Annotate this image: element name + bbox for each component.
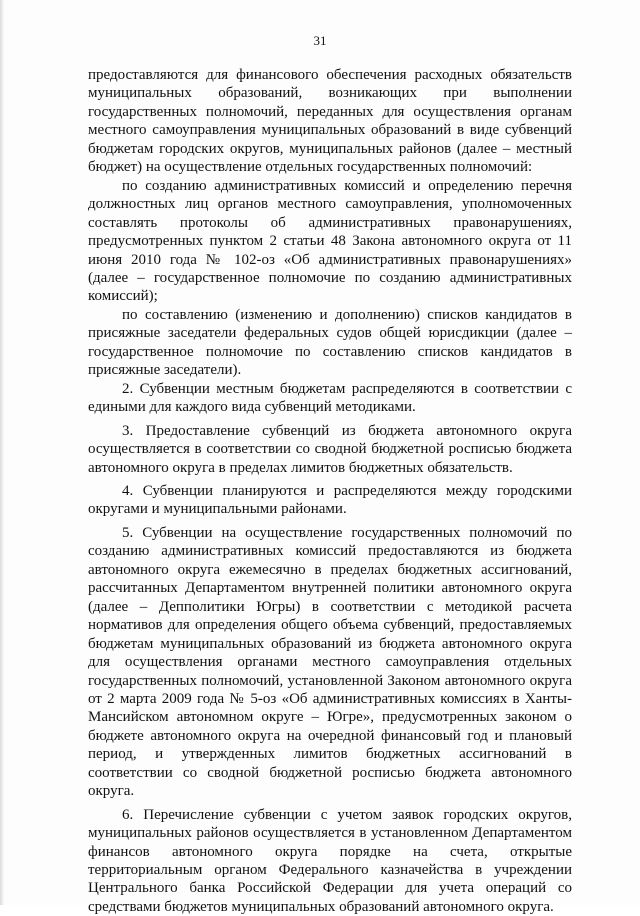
paragraph-item-6: 6. Перечисление субвенции с учетом заявок городских округов, муниципальных районов осуществляется в установленном Департаментом финансов автономного округа порядке на счета, открытые территориальным органом Федерального казначейства в учреждении Центрального банка Российской Федерации для учета операций со средствами бюджетов муниципальных образований автономного округа.	[88, 806, 572, 915]
paragraph-admin-commissions-power: по созданию административных комиссий и определению перечня должностных лиц органов местного самоуправления, уполномоченных составлять протоколы об административных правонарушениях, предусмотренных пунктом 2 статьи 48 Закона автономного округа от 11 июня 2010 года № 102-оз «Об административных правонарушениях» (далее – государственное полномочие по созданию административных комиссий);	[88, 177, 572, 305]
scan-shadow-edge	[0, 0, 5, 905]
paragraph-item-2: 2. Субвенции местным бюджетам распределяются в соответствии с едиными для каждого вида субвенций методиками.	[88, 380, 572, 416]
paragraph-item-5: 5. Субвенции на осуществление государственных полномочий по созданию административных комиссий предоставляются из бюджета автономного округа ежемесячно в пределах бюджетных ассигнований, рассчитанных Департаментом внутренней политики автономного округа (далее – Депполитики Югры) в соответствии с методикой расчета нормативов для определения общего объема субвенций, предоставляемых бюджетам муниципальных образований из бюджета автономного округа для осуществления органами местного самоуправления отдельных государственных полномочий, установленной Законом автономного округа от 2 марта 2009 года № 5-оз «Об административных комиссиях в Ханты-Мансийском автономном округе – Югре», предусмотренных законом о бюджете автономного округа на очередной финансовый год и плановый период, и утвержденных лимитов бюджетных ассигнований в соответствии со сводной бюджетной росписью бюджета автономного округа.	[88, 524, 572, 800]
paragraph-item-3: 3. Предоставление субвенций из бюджета автономного округа осуществляется в соответствии со сводной бюджетной росписью бюджета автономного округа в пределах лимитов бюджетных обязательств.	[88, 422, 572, 476]
document-body	[88, 66, 572, 916]
paragraph-intro-continuation: предоставляются для финансового обеспечения расходных обязательств муниципальных образований, возникающих при выполнении государственных полномочий, переданных для осуществления органам местного самоуправления муниципальных образований в виде субвенций бюджетам городских округов, муниципальных районов (далее – местный бюджет) на осуществление отдельных государственных полномочий:	[88, 67, 572, 176]
paragraph-item-4: 4. Субвенции планируются и распределяются между городскими округами и муниципальными районами.	[88, 482, 572, 518]
page-number: 31	[313, 33, 327, 48]
paragraph-jurors-lists-power: по составлению (изменению и дополнению) списков кандидатов в присяжные заседатели федеральных судов общей юрисдикции (далее – государственное полномочие по составлению списков кандидатов в присяжные заседатели).	[88, 306, 572, 379]
